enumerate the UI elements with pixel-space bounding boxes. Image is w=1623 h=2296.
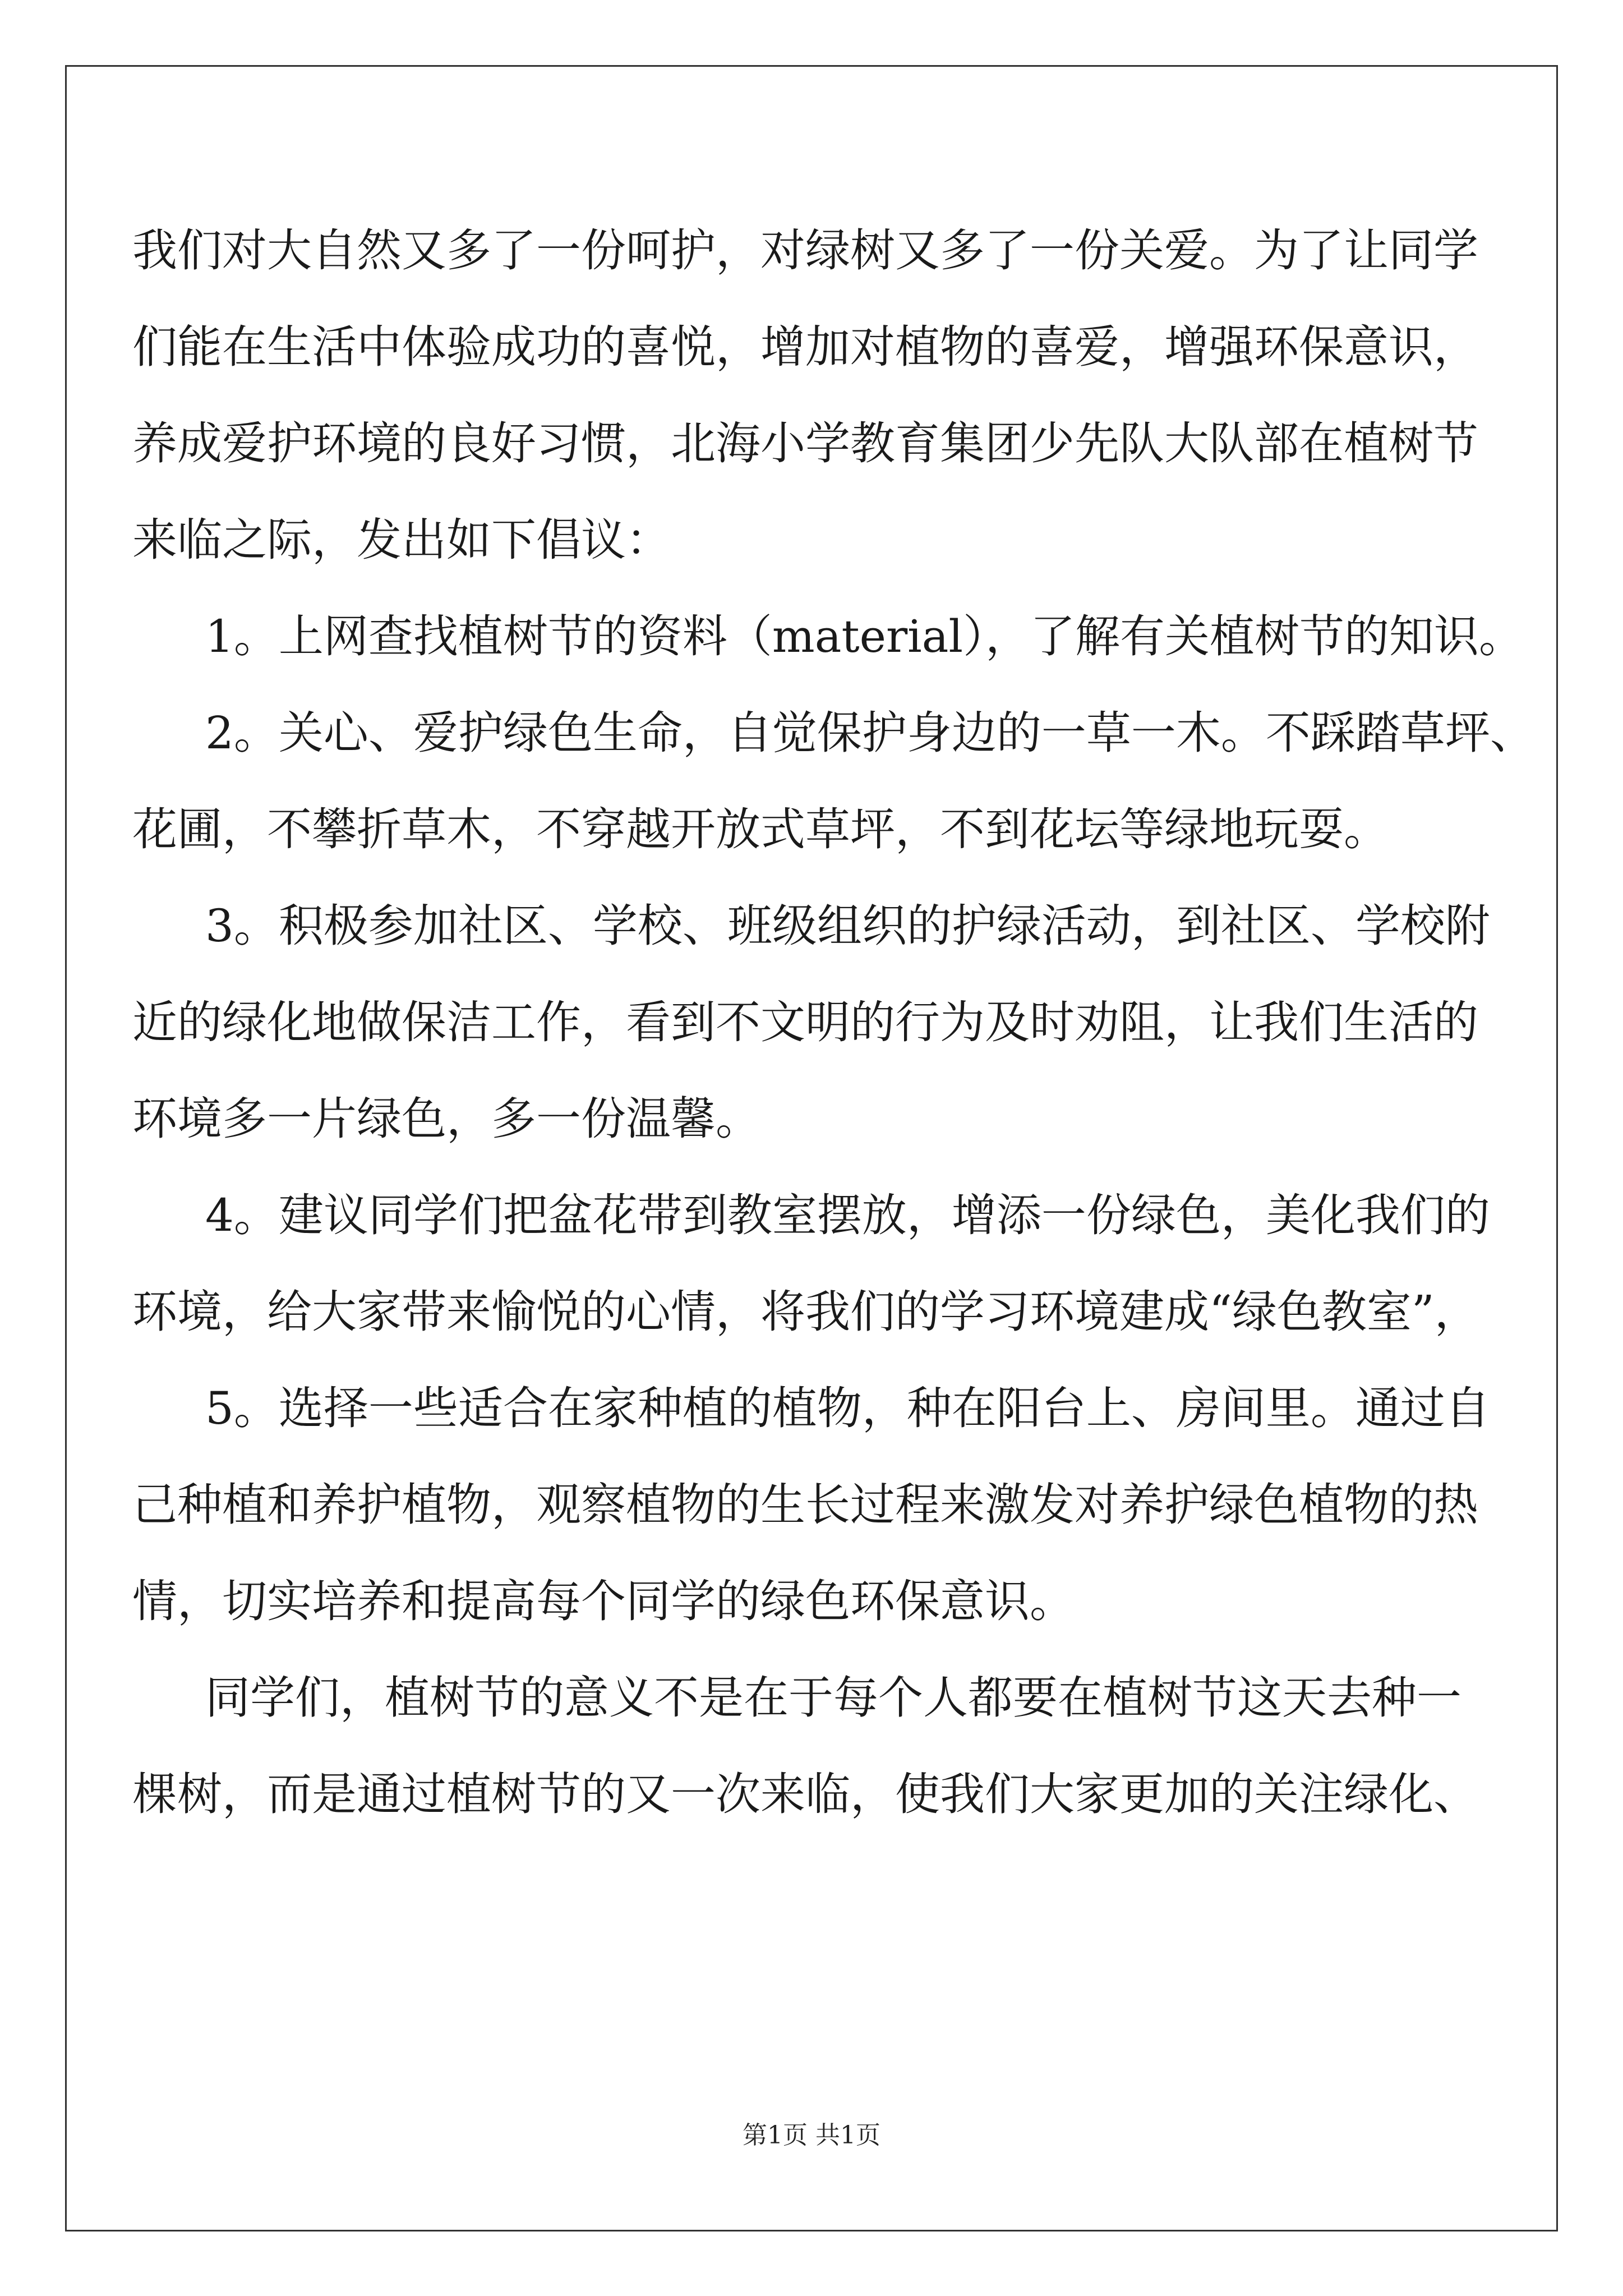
paragraph-line: 近的绿化地做保洁工作，看到不文明的行为及时劝阻，让我们生活的	[132, 996, 1478, 1048]
paragraph-line: 花圃，不攀折草木，不穿越开放式草坪，不到花坛等绿地玩耍。	[132, 803, 1389, 855]
paragraph-line: 环境，给大家带来愉悦的心情，将我们的学习环境建成“绿色教室”，	[132, 1286, 1479, 1338]
list-item-2: 2。关心、爱护绿色生命，自觉保护身边的一草一木。不踩踏草坪、	[205, 707, 1535, 759]
paragraph-line: 养成爱护环境的良好习惯，北海小学教育集团少先队大队部在植树节	[132, 417, 1478, 470]
paragraph-line: 己种植和养护植物，观察植物的生长过程来激发对养护绿色植物的热	[132, 1479, 1478, 1531]
paragraph-line: 我们对大自然又多了一份呵护，对绿树又多了一份关爱。为了让同学	[132, 224, 1478, 277]
page-border	[65, 65, 1558, 2231]
list-item-1: 1。上网查找植树节的资料（material），了解有关植树节的知识。	[205, 610, 1524, 662]
page-number-footer: 第1页 共1页	[743, 2121, 880, 2150]
paragraph-line: 们能在生活中体验成功的喜悦，增加对植物的喜爱，增强环保意识，	[132, 321, 1478, 373]
list-item-3: 3。积极参加社区、学校、班级组织的护绿活动，到社区、学校附	[205, 900, 1490, 952]
list-item-4: 4。建议同学们把盆花带到教室摆放，增添一份绿色，美化我们的	[205, 1189, 1490, 1241]
list-item-5: 5。选择一些适合在家种植的植物，种在阳台上、房间里。通过自	[205, 1382, 1490, 1434]
paragraph-line: 情，切实培养和提高每个同学的绿色环保意识。	[132, 1575, 1075, 1627]
paragraph-line: 环境多一片绿色，多一份温馨。	[132, 1093, 760, 1145]
paragraph-line: 棵树，而是通过植树节的又一次来临，使我们大家更加的关注绿化、	[132, 1768, 1478, 1820]
paragraph-line: 同学们，植树节的意义不是在于每个人都要在植树节这天去种一	[205, 1672, 1461, 1724]
paragraph-line: 来临之际，发出如下倡议：	[132, 514, 671, 566]
